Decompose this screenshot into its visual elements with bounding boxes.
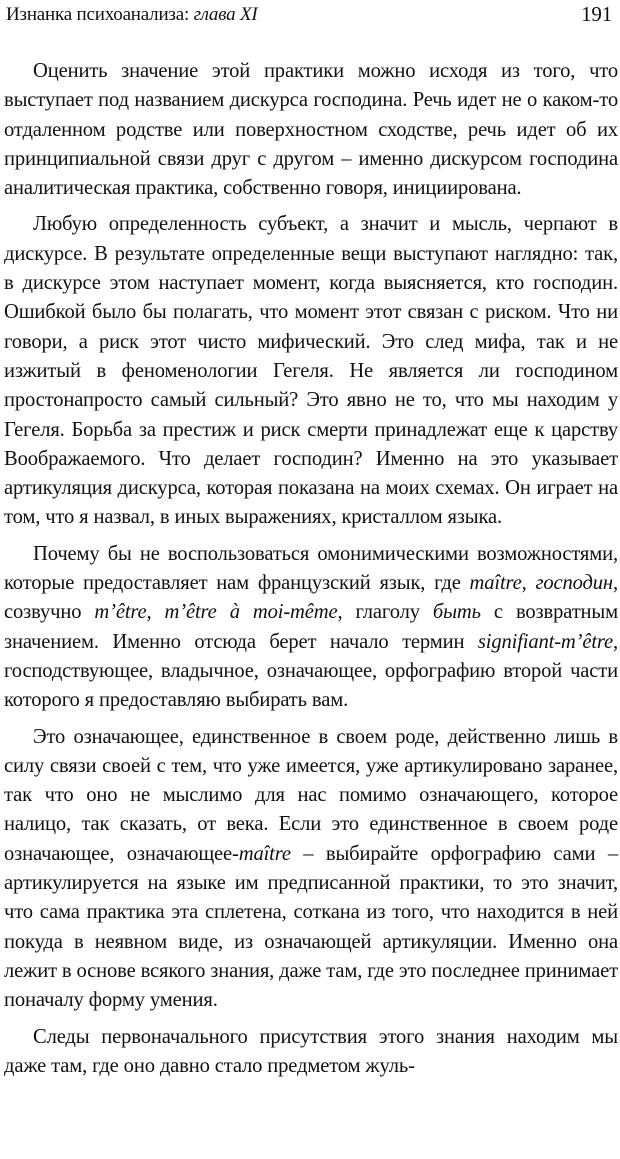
chapter-label: глава XI: [193, 4, 258, 25]
paragraph: [4, 540, 618, 716]
running-header-title: [6, 4, 258, 26]
text-run: с возвратным значением. Именно отсюда берет начало термин: [4, 601, 618, 653]
text-run: , созвучно: [4, 572, 618, 624]
italic-term: maître, господин: [469, 572, 613, 595]
paragraph: Оценить значение этой практики можно исходя из того, что выступает под названием дискурса господина. Речь идет не о каком-то отдаленном родстве или поверхностном сходстве, речь идет об их принципиальной связи друг с другом – именно дискурсом господина аналитическая практика, собственно говоря, инициирована.: [4, 60, 618, 200]
body-text: [4, 57, 618, 1081]
page-number: 191: [581, 2, 612, 26]
text-run: Почему бы не воспользоваться омонимическими возможностями, которые предоставляет нам французский язык, где: [4, 542, 618, 595]
text-run: , господствующее, владычное, означающее, орфографию второй части которого я предоставляю выбирать вам.: [4, 630, 618, 712]
running-header: [4, 0, 618, 36]
paragraph: Следы первоначального присутствия этого знания находим мы даже там, где оно давно стало предметом жуль-: [4, 1025, 618, 1077]
text-run: , глаголу: [337, 601, 433, 624]
italic-term: m’être, m’être à moi-même: [94, 601, 338, 624]
text-run: – выбирайте орфографию сами – артикулируется на языке им предписанной практики, то это значит, что сама практика эта сплетена, соткана из того, что находится в ней покуда в неявном виде, из означающей артикуляции. Именно она лежит в основе всякого знания, даже там, где это последнее принимает поначалу форму умения.: [4, 842, 618, 1012]
text-run: Это означающее, единственное в своем роде, действенно лишь в силу связи своей с тем, что уже имеется, уже артикулировано заранее, так что оно не мыслимо для нас помимо означающего, которое налицо, так сказать, от века. Если это единственное в своем роде означающее, означающее-: [4, 725, 618, 865]
book-title: Изнанка психоанализа:: [6, 4, 190, 25]
italic-term: быть: [432, 601, 481, 624]
italic-term: maître: [238, 842, 291, 865]
paragraph: Любую определенность субъект, а значит и мысль, черпают в дискурсе. В результате определенные вещи выступают наглядно: так, в дискурсе этом наступает момент, когда выясняется, кто господин. Ошибкой было бы полагать, что момент этот связан с риском. Что ни говори, а риск этот чисто мифический. Это след мифа, так и не изжитый в феноменологии Гегеля. Не является ли господином простонапросто самый сильный? Это явно не то, что мы находим у Гегеля. Борьба за престиж и риск смерти принадлежат еще к царству Воображаемого. Что делает господин? Именно на это указывает артикуляция дискурса, которая показана на моих схемах. Он играет на том, что я назвал, в иных выражениях, кристаллом языка.: [4, 213, 618, 529]
italic-term: signifiant-m’être: [477, 630, 613, 653]
paragraph: [4, 723, 618, 1016]
